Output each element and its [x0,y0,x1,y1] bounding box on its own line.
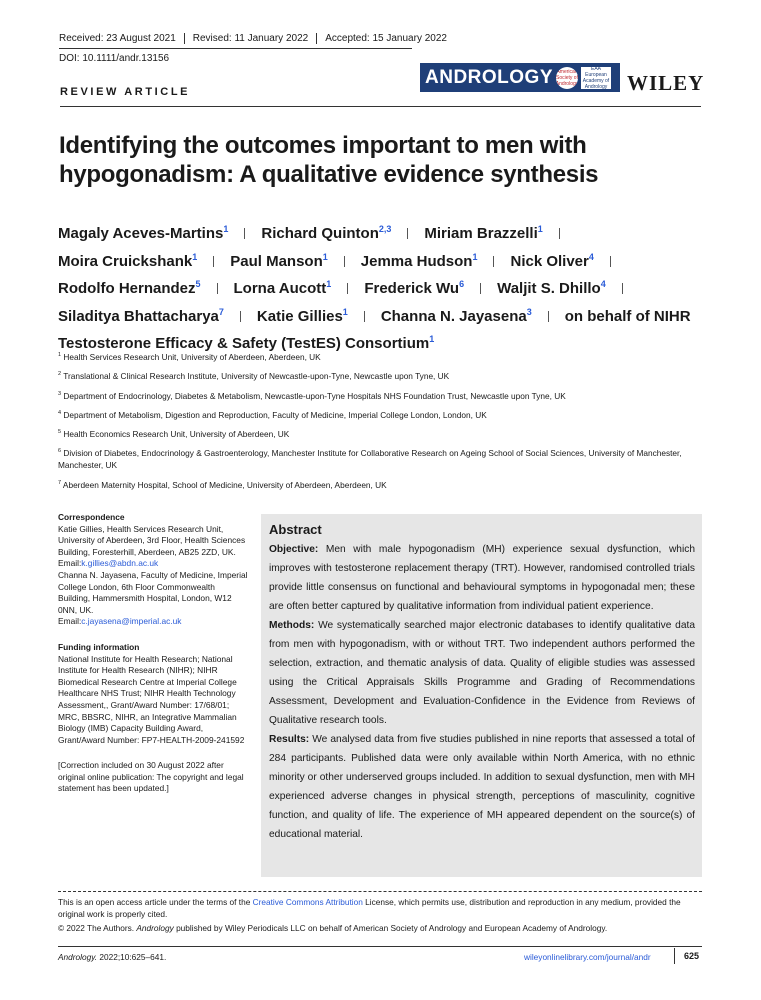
affiliation: $^1$ Health Services Research Unit, University of Aberdeen, Aberdeen, UK [58,351,321,362]
page-number: 625 [684,951,700,961]
funding-block [58,642,248,746]
doi[interactable]: DOI: 10.1111/andr.13156 [59,53,170,64]
abstract-methods: Methods: We systematically searched major electronic databases to identify qualitative data from men with hypogonadism, with or without TRT. Two independent authors performed the selection, extraction, and thematic analysis of data. Quality of eligible studies was assessed using the Critical Appraisals Skills Programme and Grading of Recommendations Assessment, Development and Evaluation-Confidence in the Evidence from Reviews of Qualitative research tools. [269,620,695,726]
email-link[interactable]: k.gillies@abdn.ac.uk [81,558,159,569]
author-separator [407,228,408,239]
abstract-results: Results: We analysed data from five studies published in nine reports that assessed a total of 284 participants. Published data were only available within North America, with no ethnic minority or other underserved groups included. In addition to sexual dysfunction, men with MH experienced adverse changes in physical strength, perceptions of masculinity, cognitive function, and quality of life. The experience of MH appeared dependent on the source(s) of educational material. [269,734,695,840]
author[interactable]: Channa N. Jayasena$^3$ [380,306,532,325]
journal-url-link[interactable]: wileyonlinelibrary.com/journal/andr [524,952,651,962]
article-dates [59,33,455,44]
author[interactable]: Paul Manson$^1$ [230,251,328,270]
affiliation: $^4$ Department of Metabolism, Digestion and Reproduction, Faculty of Medicine, Imperial College London, London, UK [58,409,487,420]
revised-date: Revised: 11 January 2022 [184,33,316,44]
affiliation: $^3$ Department of Endocrinology, Diabetes & Metabolism, Newcastle-upon-Tyne Hospitals NHS Foundation Trust, Newcastle upon Tyne, UK [58,390,566,401]
section-divider [60,106,701,107]
author[interactable]: Jemma Hudson$^1$ [360,251,478,270]
consortium-author[interactable]: Testosterone Efficacy & Safety (TestES) Consortium$^1$ [58,334,435,352]
author[interactable]: Lorna Aucott$^1$ [233,279,332,297]
affiliation: $^5$ Health Economics Research Unit, University of Aberdeen, UK [58,428,290,439]
author-separator [347,283,348,294]
author[interactable]: Waljit S. Dhillo$^4$ [497,279,606,297]
license-statement: This is an open access article under the terms of the Creative Commons Attribution License, which permits use, distribution and reproduction in any medium, provided the original work is properly cited. [58,897,681,919]
author-list [58,218,708,356]
funding-text: National Institute for Health Research; National Institute for Health Research (NIHR); NIHR Biomedical Research Centre at Imperial College Healthcare NHS Trust; NIHR Health Technology Assessment,, Grant/Award Number: 17/68/01; MRC, BBSRC, NIHR, an Integrative Mammalian Biology (IMB) Capacity Building Award, Grant/Award Number: FP7-HEALTH-2009-241592 [58,653,245,745]
author-separator [610,256,611,267]
abstract-box [261,514,702,877]
bottom-divider [58,946,702,947]
author-separator [217,283,218,294]
funding-heading: Funding information [58,641,140,652]
author-separator [493,256,494,267]
email-link[interactable]: c.jayasena@imperial.ac.uk [81,616,182,627]
received-date: Received: 23 August 2021 [59,33,176,44]
affiliation: $^7$ Aberdeen Maternity Hospital, School of Medicine, University of Aberdeen, Aberdeen, UK [58,479,387,490]
copyright-statement: © 2022 The Authors. Andrology published by Wiley Periodicals LLC on behalf of American Society of Andrology and European Academy of Andrology. [58,923,608,933]
section-label: REVIEW ARTICLE [60,86,191,98]
accepted-date: Accepted: 15 January 2022 [316,33,455,44]
affiliation: $^2$ Translational & Clinical Research Institute, University of Newcastle-upon-Tyne, Newcastle upon Tyne, UK [58,371,450,382]
author[interactable]: Rodolfo Hernandez$^5$ [58,279,201,297]
affiliation: $^6$ Division of Diabetes, Endocrinology & Gastroenterology, Manchester Institute for Collaborative Research on Ageing School of Social Sciences, University of Manchester, Manchester, UK [58,448,682,471]
consortium-prefix: on behalf of NIHR [564,307,691,325]
author[interactable]: Nick Oliver$^4$ [510,251,594,270]
abstract-objective: Objective: Men with male hypogonadism (MH) experience sexual dysfunction, which improves with testosterone replacement therapy (TRT). However, randomised controlled trials provide little consensus on functional and behavioural symptoms in hypogonadal men; these are often better captured by qualitative information from individual patient experience. [269,544,695,612]
dates-divider [59,48,412,49]
sidebar [58,512,248,809]
citation: Andrology. 2022;10:625–641. [58,952,167,962]
correspondence-address: Channa N. Jayasena, Faculty of Medicine, Imperial College London, 6th Floor Commonwealth Building, Hammersmith Hospital, London, W12 0NN, UK. [58,569,248,615]
author[interactable]: Magaly Aceves-Martins$^1$ [58,224,229,242]
affiliation-list [58,349,703,496]
correspondence-address: Katie Gillies, Health Services Research Unit, University of Aberdeen, 3rd Floor, Health Sciences Building, Foresterhill, Aberdeen, AB25 2ZD, UK. [58,523,246,557]
asa-seal-icon: American Society of Andrology [556,68,578,87]
author-separator [213,256,214,267]
author[interactable]: Miriam Brazzelli$^1$ [424,224,543,242]
footer-divider [58,891,702,892]
author-separator [344,256,345,267]
author-separator [622,283,623,294]
author-separator [244,228,245,239]
journal-logo[interactable] [420,63,620,92]
author[interactable]: Richard Quinton$^{2,3}$ [261,224,392,242]
abstract-heading: Abstract [269,522,322,537]
author[interactable]: Siladitya Bhattacharya$^7$ [58,306,224,325]
article-title: Identifying the outcomes important to men with hypogonadism: A qualitative evidence synthesis [59,132,599,188]
eaa-seal-icon: EAA European Academy of Andrology [582,66,610,89]
correspondence-block [58,512,248,628]
author-separator [559,228,560,239]
author[interactable]: Frederick Wu$^6$ [364,279,465,297]
page-number-separator [674,948,675,964]
correction-note: [Correction included on 30 August 2022 after original online publication: The copyright and legal statement has been updated.] [58,760,244,794]
author-separator [364,311,365,322]
cc-license-link[interactable]: Creative Commons Attribution [252,897,363,907]
journal-logo-text: ANDROLOGY [425,66,553,88]
correspondence-email-line: Email:k.gillies@abdn.ac.uk [58,558,159,569]
license-footer [58,896,703,936]
author-separator [548,311,549,322]
correspondence-email-line: Email:c.jayasena@imperial.ac.uk [58,616,182,627]
correspondence-heading: Correspondence [58,512,125,522]
publisher-logo[interactable]: WILEY [627,71,705,95]
author[interactable]: Moira Cruickshank$^1$ [58,251,198,270]
author-separator [240,311,241,322]
author[interactable]: Katie Gillies$^1$ [256,306,348,325]
author-separator [480,283,481,294]
